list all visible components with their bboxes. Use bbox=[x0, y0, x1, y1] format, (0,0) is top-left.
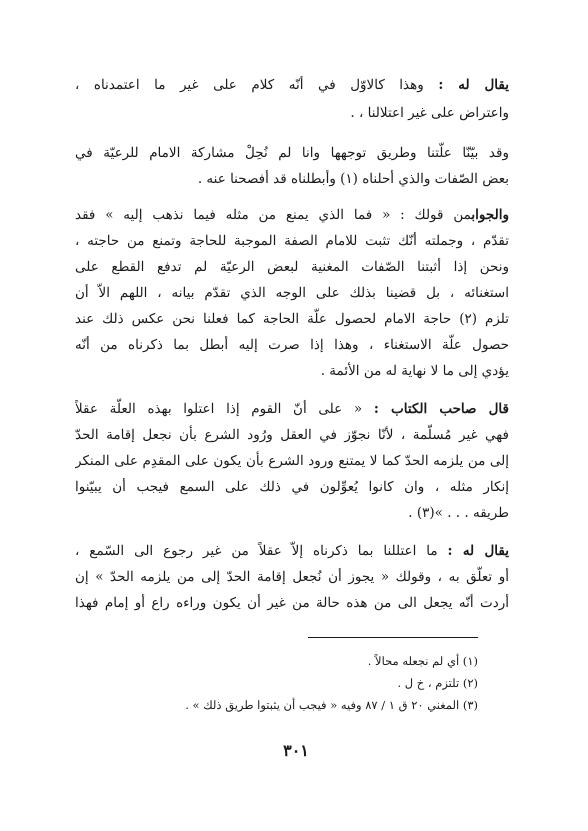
text-line: تقدّم ، وجملته أنّك تثبت للامام الصفة الموجبة للحاجة وتمنع من حاجته ، bbox=[75, 233, 509, 249]
text-line bbox=[75, 538, 509, 564]
text-line: فهي غير مُسلّمة ، لأنّا نجوّز في العقل ورُود الشرع بأن نجعل إقامة الحدّ bbox=[75, 427, 509, 443]
text-line: تلزم (٢) حاجة الامام لحصول علّة الحاجة كما فعلنا نحن عكس ذلك عند bbox=[75, 311, 509, 327]
paragraph-lead: والجواب bbox=[471, 207, 509, 223]
text-line: ونحن إذا أثبتنا الصّفات المغنية لبعض الرعيّة لم تدفع القطع على bbox=[75, 259, 509, 275]
text-line: حصول علّة الاستغناء ، وهذا إذا صرت إليه أبطل بما ذكرناه من أنّه bbox=[75, 337, 509, 353]
text-line bbox=[75, 202, 509, 228]
text-line: إلى من يلزمه الحدّ كما لا يمتنع ورود الشرع بأن يكون على المقدِم على المنكر bbox=[75, 453, 509, 469]
text-line: بعض الصّفات والذي أحلناه (١) وأبطلناه قد أفصحنا عنه . bbox=[197, 171, 509, 187]
text-line: أو تعلّق به ، وقولك « يجوز أن نُجعل إقامة الحدّ إلى من يلزمه الحدّ » إن bbox=[75, 569, 509, 585]
line-text: « على أنّ القوم إذا اعتلوا بهذه العلّة عقلاً bbox=[75, 401, 363, 417]
line-text: ما اعتللنا بما ذكرناه إلاّ عقلاً من غير رجوع الى السّمع ، bbox=[75, 543, 438, 559]
text-line: طريقه . . . »(٣) . bbox=[408, 505, 509, 521]
text-line: يؤدي إلى ما لا نهاية له من الأئمة . bbox=[320, 363, 509, 379]
footnote-divider bbox=[308, 637, 478, 638]
paragraph-lead: يقال له : bbox=[447, 543, 509, 559]
text-line: إنكار مثله ، وان كانوا يُعوِّلون في ذلك على السمع فيجب أن يبيّنوا bbox=[75, 479, 509, 495]
footnote: (٣) المغني ٢٠ ق ١ / ٨٧ وفيه « فيجب أن يثبتوا طريق ذلك » . bbox=[185, 698, 478, 712]
line-text: وهذا كالاوّل في أنّه كلام على غير ما اعتمدناه ، bbox=[75, 77, 424, 93]
footnote: (٢) تلتزم ، خ ل . bbox=[397, 676, 478, 690]
footnote: (١) أي لم نجعله محالاً . bbox=[367, 654, 478, 668]
text-line: استغنائه ، بل قضينا بذلك على الوجه الذي تقدّم بيانه ، اللهم الاّ أن bbox=[75, 285, 509, 301]
line-text: من قولك : « فما الذي يمنع من مثله فيما نذهب إليه » فقد bbox=[75, 207, 472, 223]
text-line bbox=[75, 72, 509, 98]
page-number: ٣٠١ bbox=[283, 741, 309, 760]
paragraph-lead: قال صاحب الكتاب : bbox=[373, 401, 509, 417]
paragraph-lead: يقال له : bbox=[438, 77, 509, 93]
text-line: أردت أنّه يجعل الى من هذه حالة من غير أن يكون وراءه راع أو إمام فهذا bbox=[75, 595, 509, 611]
text-line: واعتراض على غير اعتلالنا ، . bbox=[350, 105, 509, 121]
text-line: وقد بيّنّا علّتنا وطريق توجهها وانا لم نُحِلْ مشاركة الامام للرعيّة في bbox=[75, 145, 509, 161]
text-line bbox=[75, 396, 509, 422]
